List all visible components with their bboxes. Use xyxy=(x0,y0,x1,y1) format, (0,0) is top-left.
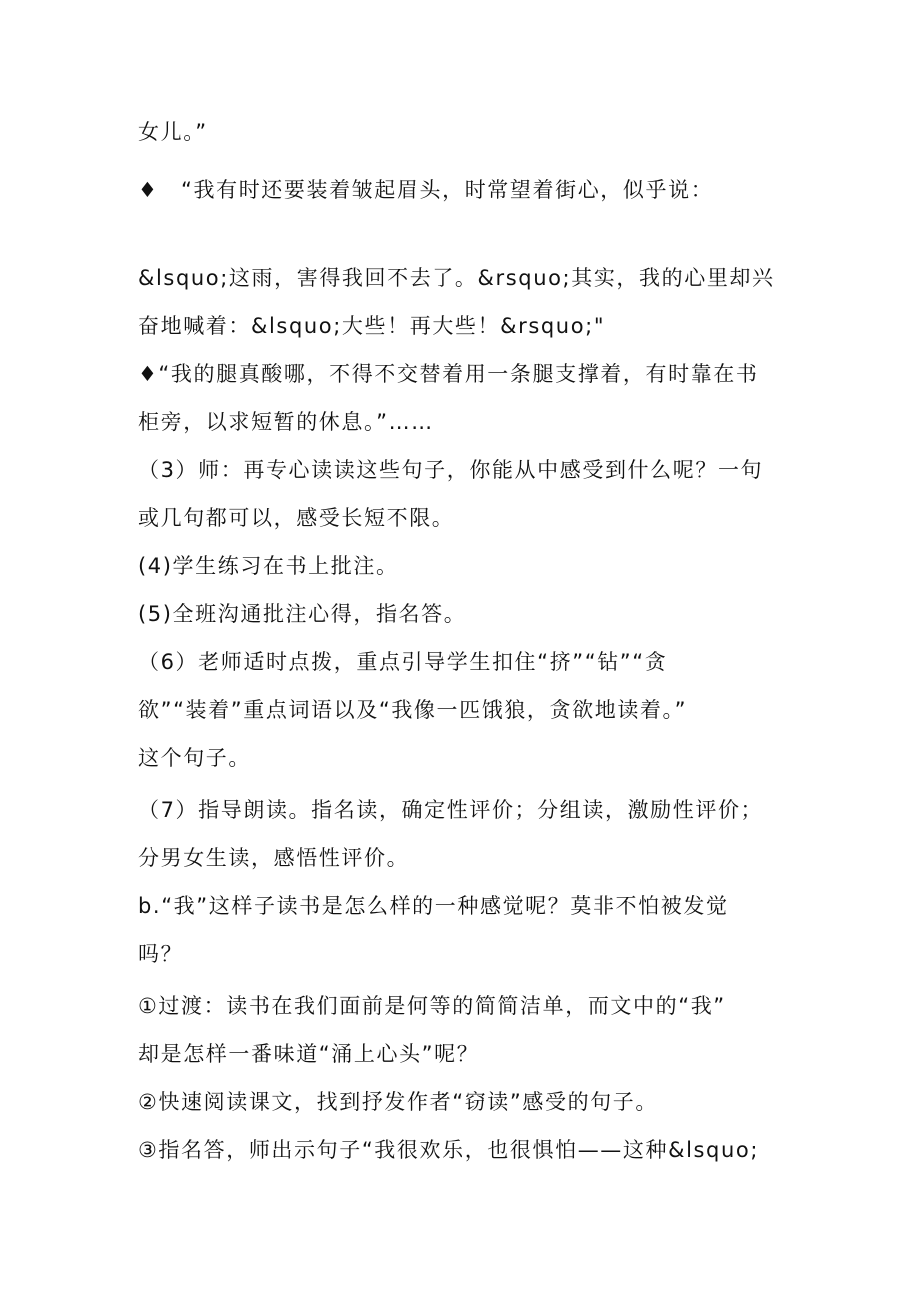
text-line: 柜旁，以求短暂的休息。”…… xyxy=(138,410,434,434)
text-line: ①过渡：读书在我们面前是何等的简简洁单，而文中的“我” xyxy=(138,994,726,1018)
text-line: 吗？ xyxy=(138,942,184,966)
text-line: （6）老师适时点拨，重点引导学生扣住“挤”“钻”“贪 xyxy=(138,650,668,674)
bullet-line: ♦ “我有时还要装着皱起眉头，时常望着街心，似乎说： xyxy=(138,178,714,202)
text-line: （3）师：再专心读读这些句子，你能从中感受到什么呢？一句 xyxy=(138,458,764,482)
text-line: ③指名答，师出示句子“我很欢乐，也很惧怕——这种&lsquo; xyxy=(138,1138,760,1162)
text-line: b.“我”这样子读书是怎么样的一种感觉呢？莫非不怕被发觉 xyxy=(138,894,729,918)
text-line: 分男女生读，感悟性评价。 xyxy=(138,846,410,870)
text-line: （7）指导朗读。指名读，确定性评价；分组读，激励性评价； xyxy=(138,798,764,822)
text-line: 女儿。” xyxy=(138,120,208,144)
text-line: ②快速阅读课文，找到抒发作者“窃读”感受的句子。 xyxy=(138,1090,658,1114)
text-line: 这个句子。 xyxy=(138,746,251,770)
text-line: &lsquo;这雨，害得我回不去了。&rsquo;其实，我的心里却兴 xyxy=(138,266,775,290)
text-line: 或几句都可以，感受长短不限。 xyxy=(138,506,455,530)
text-line: (5)全班沟通批注心得，指名答。 xyxy=(138,602,467,626)
bullet-line: ♦“我的腿真酸哪，不得不交替着用一条腿支撑着，有时靠在书 xyxy=(138,362,759,386)
text-line: 奋地喊着：&lsquo;大些！再大些！&rsquo;" xyxy=(138,314,606,338)
text-line: 却是怎样一番味道“涌上心头”呢？ xyxy=(138,1042,480,1066)
text-line: (4)学生练习在书上批注。 xyxy=(138,554,399,578)
text-line: 欲”“装着”重点词语以及“我像一匹饿狼，贪欲地读着。” xyxy=(138,698,688,722)
